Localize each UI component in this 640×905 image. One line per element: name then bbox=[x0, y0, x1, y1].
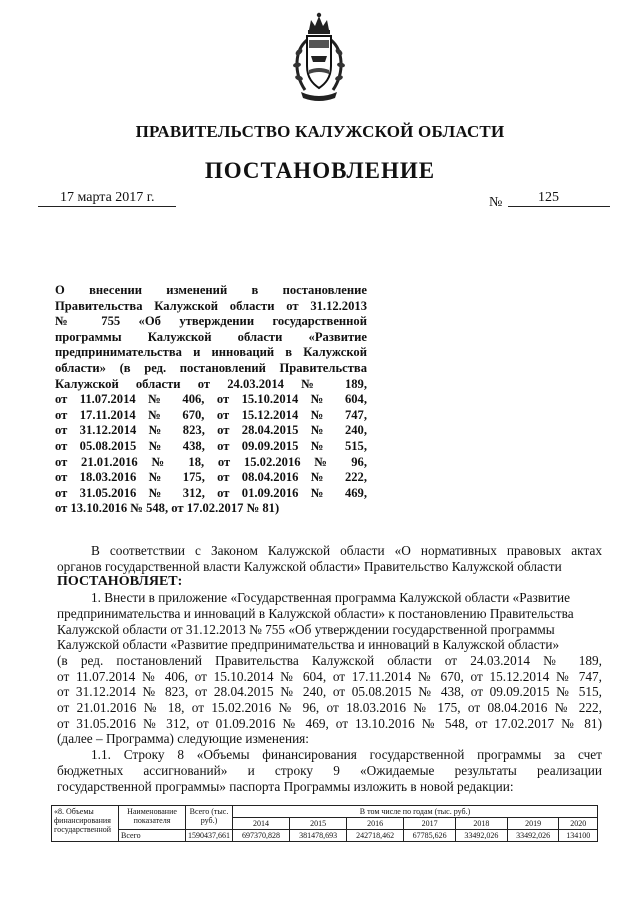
decree-body bbox=[57, 543, 602, 794]
subject-line: О внесении изменений в постановление bbox=[55, 283, 367, 297]
paragraph-1-1-line: государственной программы» паспорта Программы изложить в новой редакции: bbox=[57, 778, 514, 794]
col-years-group-header: В том числе по годам (тыс. руб.) bbox=[233, 806, 598, 818]
table-row-label: «8. Объемы финансирования государственной bbox=[52, 806, 119, 842]
row-value-cell: 67785,626 bbox=[404, 830, 456, 842]
paragraph-1-line: Калужской области от 31.12.2013 № 755 «Об утверждении государственной программы bbox=[57, 621, 555, 637]
document-type-title: ПОСТАНОВЛЕНИЕ bbox=[204, 158, 436, 183]
subject-line: области» (в ред. постановлений Правительства bbox=[55, 360, 367, 375]
subject-line: от 17.11.2014 № 670, от 15.12.2014 № 747, bbox=[55, 407, 367, 422]
subject-line: от 31.05.2016 № 312, от 01.09.2016 № 469, bbox=[55, 485, 367, 500]
subject-line: от 21.01.2016 № 18, от 15.02.2016 № 96, bbox=[55, 454, 367, 469]
subject-line: Калужской области от 24.03.2014 № 189, bbox=[55, 376, 367, 391]
row-value-cell: 697370,828 bbox=[233, 830, 290, 842]
subject-line: Правительства Калужской области от 31.12.2013 bbox=[55, 298, 367, 313]
year-header: 2020 bbox=[559, 818, 598, 830]
paragraph-1-line: (в ред. постановлений Правительства Калужской области от 24.03.2014 № 189, bbox=[57, 652, 602, 668]
col-indicator-header: Наименование показателя bbox=[119, 806, 186, 830]
row-value-cell: 381478,693 bbox=[290, 830, 347, 842]
year-header: 2017 bbox=[404, 818, 456, 830]
paragraph-1-line: (далее – Программа) следующие изменения: bbox=[57, 731, 309, 747]
paragraph-1-1-line: бюджетных ассигнований» и строку 9 «Ожидаемые результаты реализации bbox=[57, 762, 602, 778]
col-total-header: Всего (тыс. руб.) bbox=[186, 806, 233, 830]
coat-of-arms-emblem bbox=[287, 10, 351, 106]
financing-table bbox=[51, 805, 598, 842]
paragraph-1-line: 1. Внести в приложение «Государственная программа Калужской области «Развитие bbox=[91, 590, 570, 606]
table-row bbox=[52, 830, 598, 842]
paragraph-1-1-line: 1.1. Строку 8 «Объемы финансирования государственной программы за счет bbox=[91, 747, 602, 763]
paragraph-1-line: предпринимательства и инноваций в Калужской области» к постановлению Правительства bbox=[57, 605, 574, 621]
subject-line: от 13.10.2016 № 548, от 17.02.2017 № 81) bbox=[55, 501, 280, 516]
subject-line: предпринимательства и инноваций в Калужской bbox=[55, 345, 367, 360]
row-value-cell: 242718,462 bbox=[347, 830, 404, 842]
row-total-cell: 1590437,661 bbox=[186, 830, 233, 842]
decree-resolves-word: ПОСТАНОВЛЯЕТ: bbox=[57, 574, 183, 590]
government-name-heading: ПРАВИТЕЛЬСТВО КАЛУЖСКОЙ ОБЛАСТИ bbox=[135, 122, 505, 141]
paragraph-1-line: от 31.12.2014 № 823, от 28.04.2015 № 240, от 05.08.2015 № 438, от 09.09.2015 № 515, bbox=[57, 684, 602, 700]
row-value-cell: 33492,026 bbox=[455, 830, 507, 842]
paragraph-1-line: от 31.05.2016 № 312, от 01.09.2016 № 469, от 13.10.2016 № 548, от 17.02.2017 № 81) bbox=[57, 715, 602, 731]
decree-subject bbox=[55, 283, 367, 517]
row-value-cell: 134100 bbox=[559, 830, 598, 842]
paragraph-1-line: от 21.01.2016 № 18, от 15.02.2016 № 96, от 18.03.2016 № 175, от 08.04.2016 № 222, bbox=[57, 700, 602, 716]
intro-line: В соответствии с Законом Калужской области «О нормативных правовых актах bbox=[91, 543, 602, 558]
paragraph-1-line: от 11.07.2014 № 406, от 15.10.2014 № 604, от 17.11.2014 № 670, от 15.12.2014 № 747, bbox=[57, 668, 602, 684]
year-header: 2019 bbox=[507, 818, 559, 830]
intro-line: органов государственной власти Калужской области» Правительство Калужской области bbox=[57, 558, 562, 574]
year-header: 2016 bbox=[347, 818, 404, 830]
decree-number: 125 bbox=[508, 190, 610, 207]
subject-line: от 05.08.2015 № 438, от 09.09.2015 № 515, bbox=[55, 438, 367, 453]
year-header: 2018 bbox=[455, 818, 507, 830]
year-header: 2015 bbox=[290, 818, 347, 830]
subject-line: от 31.12.2014 № 823, от 28.04.2015 № 240, bbox=[55, 423, 367, 438]
row-name-cell: Всего bbox=[119, 830, 186, 842]
subject-line: программы Калужской области «Развитие bbox=[55, 329, 367, 344]
row-value-cell: 33492,026 bbox=[507, 830, 559, 842]
subject-line: от 11.07.2014 № 406, от 15.10.2014 № 604, bbox=[55, 392, 367, 407]
decree-date: 17 марта 2017 г. bbox=[38, 190, 176, 207]
subject-line: от 18.03.2016 № 175, от 08.04.2016 № 222, bbox=[55, 470, 367, 485]
subject-line: № 755 «Об утверждении государственной bbox=[55, 314, 367, 329]
decree-number-label: № bbox=[489, 195, 503, 210]
paragraph-1-line: Калужской области «Развитие предпринимательства и инноваций в Калужской области» bbox=[57, 637, 560, 653]
year-header: 2014 bbox=[233, 818, 290, 830]
